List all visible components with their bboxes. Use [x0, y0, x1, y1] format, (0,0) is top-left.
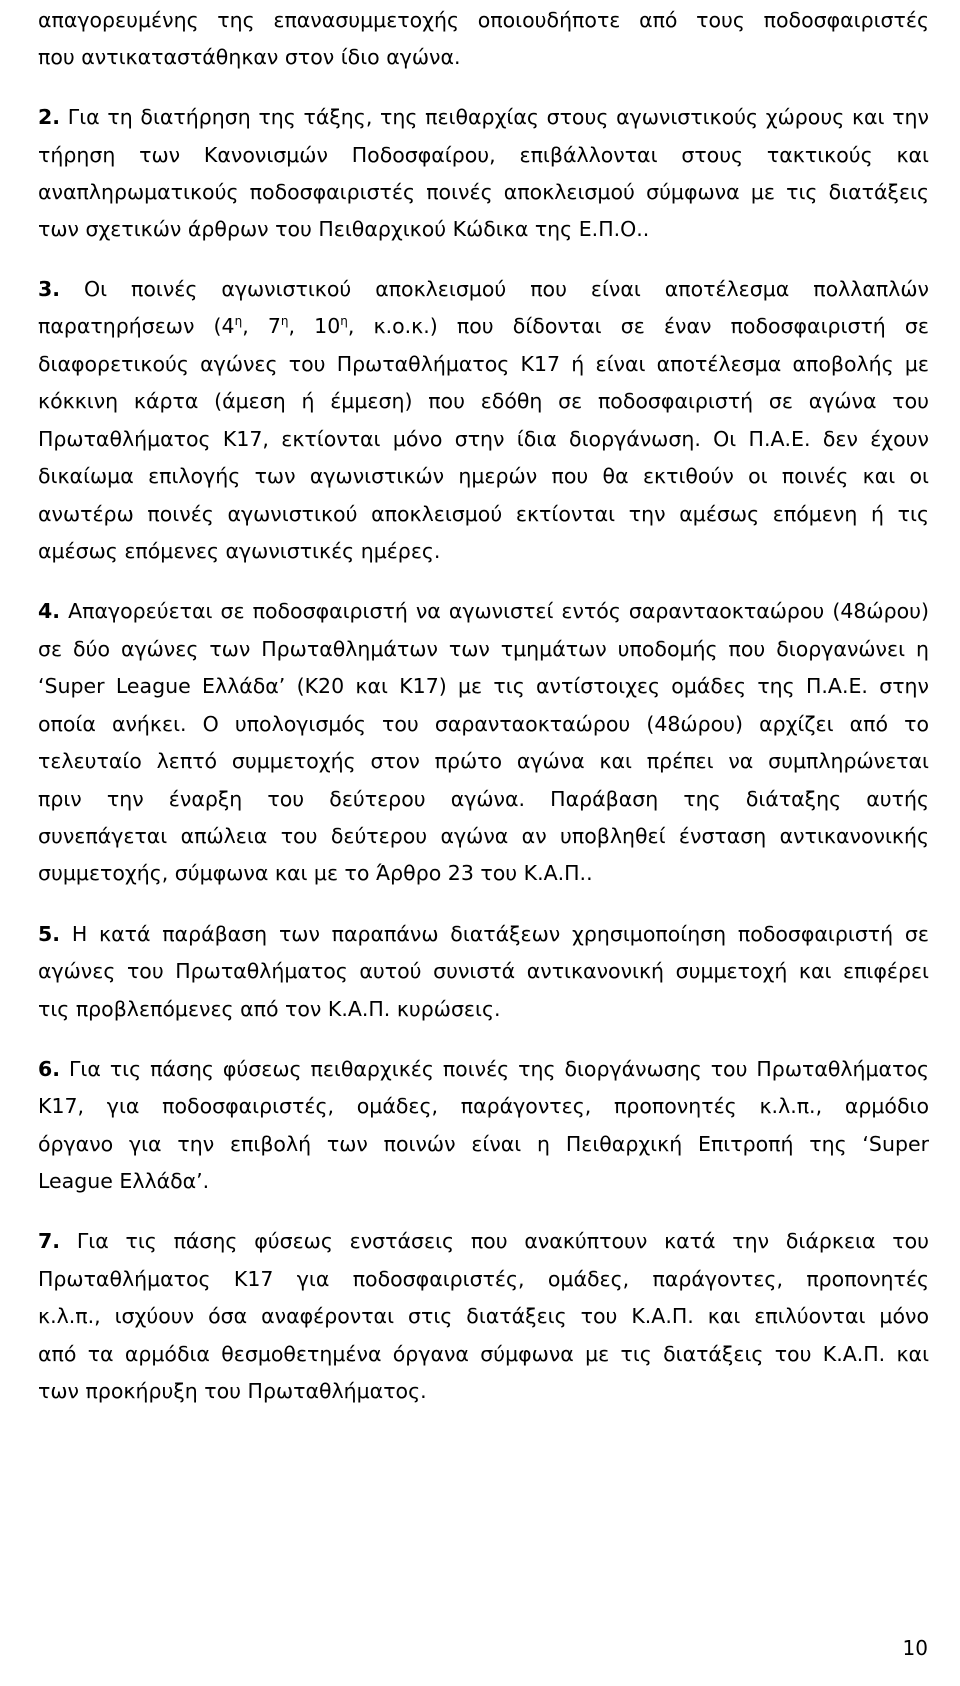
- text-line: όργανο για την επιβολή των ποινών είναι η Πειθαρχική Επιτροπή της ‘Super: [38, 1132, 929, 1156]
- text-line: κ.λ.π., ισχύουν όσα αναφέρονται στις διατάξεις του Κ.Α.Π. και επιλύονται μόνο: [38, 1304, 929, 1328]
- list-item-number: 2.: [38, 105, 61, 129]
- text-line: τις προβλεπόμενες από τον Κ.Α.Π. κυρώσεις.: [38, 997, 501, 1021]
- text-fragment: , κ.ο.κ.) που δίδονται σε έναν ποδοσφαιριστή σε: [347, 314, 929, 338]
- text-line: ‘Super League Ελλάδα’ (Κ20 και Κ17) με τις αντίστοιχες ομάδες της Π.Α.Ε. στην: [38, 674, 929, 698]
- text-line: διαφορετικούς αγώνες του Πρωταθλήματος Κ17 ή είναι αποτέλεσμα αποβολής με: [38, 352, 929, 376]
- list-item-4-line: [38, 597, 929, 629]
- text-line: κόκκινη κάρτα (άμεση ή έμμεση) που εδόθη σε ποδοσφαιριστή σε αγώνα του: [38, 389, 929, 413]
- list-item-3-line: [38, 275, 929, 307]
- text-line: Οι ποινές αγωνιστικού αποκλεισμού που είναι αποτέλεσμα πολλαπλών: [84, 277, 929, 301]
- superscript: η: [340, 314, 348, 329]
- text-line: συμμετοχής, σύμφωνα και με το Άρθρο 23 του Κ.Α.Π..: [38, 861, 593, 885]
- text-line: Για τη διατήρηση της τάξης, της πειθαρχίας στους αγωνιστικούς χώρους και την: [67, 105, 929, 129]
- text-line: αγώνες του Πρωταθλήματος αυτού συνιστά αντικανονική συμμετοχή και επιφέρει: [38, 959, 929, 983]
- text-fragment: παρατηρήσεων (4: [38, 314, 235, 338]
- text-line: απαγορευμένης της επανασυμμετοχής οποιουδήποτε από τους ποδοσφαιριστές: [38, 8, 929, 32]
- page-number: 10: [902, 1636, 928, 1660]
- list-item-number: 4.: [38, 599, 61, 623]
- list-item-6-line: [38, 1055, 929, 1087]
- superscript: η: [234, 314, 243, 329]
- text-line: τήρηση των Κανονισμών Ποδοσφαίρου, επιβάλλονται στους τακτικούς και: [38, 143, 929, 167]
- text-line: Πρωταθλήματος Κ17 για ποδοσφαιριστές, ομάδες, παράγοντες, προπονητές: [38, 1267, 929, 1291]
- text-line: Η κατά παράβαση των παραπάνω διατάξεων χρησιμοποίηση ποδοσφαιριστή σε: [71, 922, 929, 946]
- text-line: αναπληρωματικούς ποδοσφαιριστές ποινές αποκλεισμού σύμφωνα με τις διατάξεις: [38, 180, 929, 204]
- text-line: που αντικαταστάθηκαν στον ίδιο αγώνα.: [38, 45, 461, 69]
- list-item-number: 3.: [38, 277, 61, 301]
- superscript: η: [280, 314, 289, 329]
- text-line: πριν την έναρξη του δεύτερου αγώνα. Παράβαση της διάταξης αυτής: [38, 787, 929, 811]
- list-item-7-line: [38, 1227, 929, 1259]
- text-fragment: , 7: [242, 314, 281, 338]
- text-line: οποία ανήκει. Ο υπολογισμός του σαρανταοκταώρου (48ώρου) αρχίζει από το: [38, 712, 929, 736]
- text-line: [38, 312, 929, 344]
- text-line: σε δύο αγώνες των Πρωταθλημάτων των τμημάτων υποδομής που διοργανώνει η: [38, 637, 929, 661]
- text-line: Κ17, για ποδοσφαιριστές, ομάδες, παράγοντες, προπονητές κ.λ.π., αρμόδιο: [38, 1094, 929, 1118]
- text-line: Για τις πάσης φύσεως πειθαρχικές ποινές της διοργάνωσης του Πρωταθλήματος: [69, 1057, 929, 1081]
- text-line: Απαγορεύεται σε ποδοσφαιριστή να αγωνιστεί εντός σαρανταοκταώρου (48ώρου): [68, 599, 929, 623]
- text-line: Για τις πάσης φύσεως ενστάσεις που ανακύπτουν κατά την διάρκεια του: [76, 1229, 929, 1253]
- list-item-number: 7.: [38, 1229, 61, 1253]
- list-item-5-line: [38, 920, 929, 952]
- text-line: δικαίωμα επιλογής των αγωνιστικών ημερών που θα εκτιθούν οι ποινές και οι: [38, 464, 929, 488]
- list-item-number: 5.: [38, 922, 61, 946]
- text-line: αμέσως επόμενες αγωνιστικές ημέρες.: [38, 539, 441, 563]
- text-line: ανωτέρω ποινές αγωνιστικού αποκλεισμού εκτίονται την αμέσως επόμενη ή τις: [38, 502, 929, 526]
- text-line: League Ελλάδα’.: [38, 1169, 210, 1193]
- text-line: συνεπάγεται απώλεια του δεύτερου αγώνα αν υποβληθεί ένσταση αντικανονικής: [38, 824, 929, 848]
- text-line: Πρωταθλήματος Κ17, εκτίονται μόνο στην ίδια διοργάνωση. Οι Π.Α.Ε. δεν έχουν: [38, 427, 929, 451]
- text-line: από τα αρμόδια θεσμοθετημένα όργανα σύμφωνα με τις διατάξεις του Κ.Α.Π. και: [38, 1342, 929, 1366]
- text-fragment: , 10: [288, 314, 341, 338]
- list-item-number: 6.: [38, 1057, 61, 1081]
- text-line: τελευταίο λεπτό συμμετοχής στον πρώτο αγώνα και πρέπει να συμπληρώνεται: [38, 749, 929, 773]
- list-item-2-line: [38, 103, 929, 135]
- text-line: των σχετικών άρθρων του Πειθαρχικού Κώδικα της Ε.Π.Ο..: [38, 217, 650, 241]
- text-line: των προκήρυξη του Πρωταθλήματος.: [38, 1379, 427, 1403]
